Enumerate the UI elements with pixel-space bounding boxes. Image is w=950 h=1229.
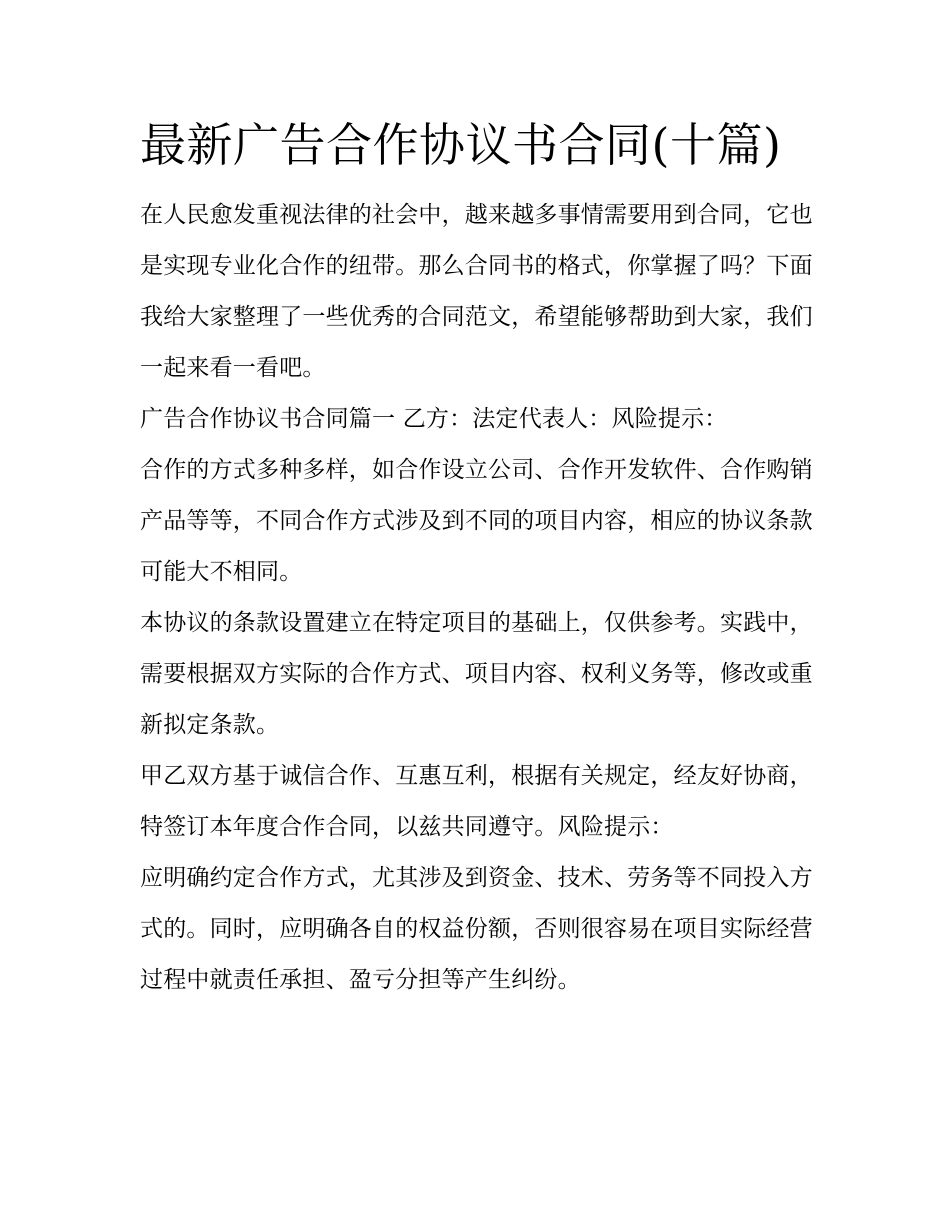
paragraph-section-heading: 广告合作协议书合同篇一 乙方：法定代表人：风险提示：	[140, 406, 728, 432]
document-title: 最新广告合作协议书合同(十篇)	[140, 118, 782, 172]
paragraph-agreement-basis: 甲乙双方基于诚信合作、互惠互利，根据有关规定，经友好协商，特签订本年度合作合同，以兹共同遵守。风险提示：	[140, 763, 813, 840]
paragraph-risk-note: 应明确约定合作方式，尤其涉及到资金、技术、劳务等不同投入方式的。同时，应明确各自的权益份额，否则很容易在项目实际经营过程中就责任承担、盈亏分担等产生纠纷。	[140, 865, 813, 993]
paragraph-cooperation-methods: 合作的方式多种多样，如合作设立公司、合作开发软件、合作购销产品等等，不同合作方式涉及到不同的项目内容，相应的协议条款可能大不相同。	[140, 457, 813, 585]
paragraph-intro: 在人民愈发重视法律的社会中，越来越多事情需要用到合同，它也是实现专业化合作的纽带。那么合同书的格式，你掌握了吗？下面我给大家整理了一些优秀的合同范文，希望能够帮助到大家，我们一起来看一看吧。	[140, 202, 813, 381]
paragraph-terms-note: 本协议的条款设置建立在特定项目的基础上，仅供参考。实践中，需要根据双方实际的合作方式、项目内容、权利义务等，修改或重新拟定条款。	[140, 610, 813, 738]
document-page	[140, 110, 830, 1006]
